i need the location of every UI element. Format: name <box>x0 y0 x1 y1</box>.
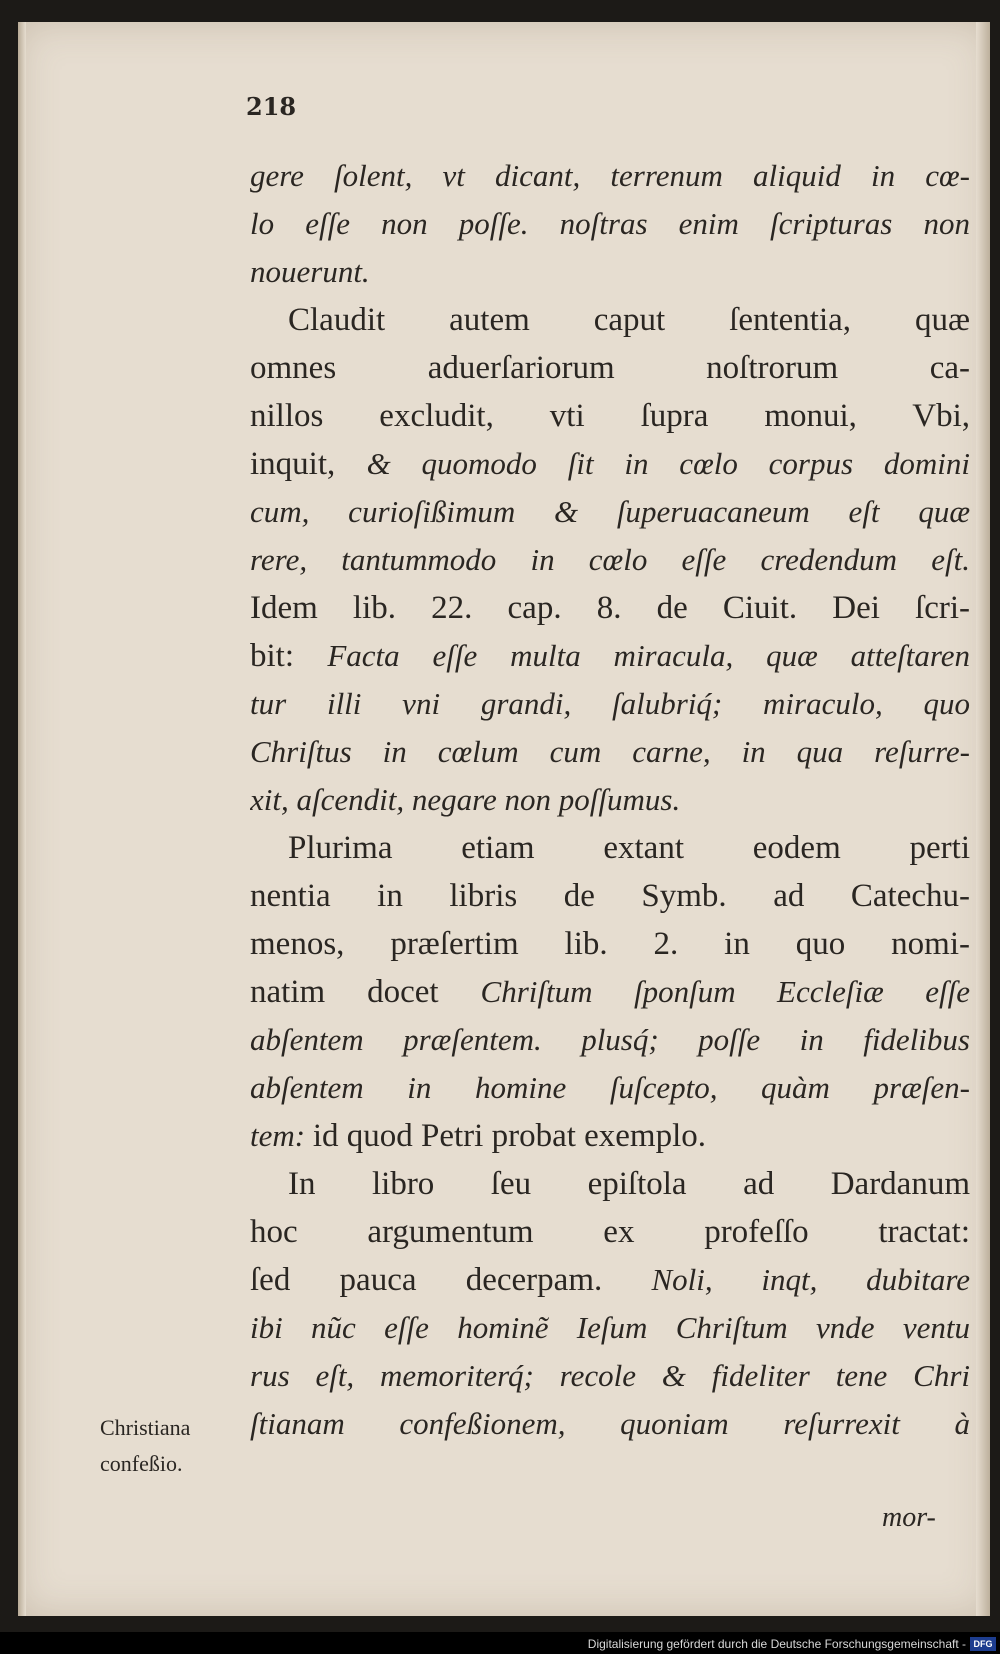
text-line: nouerunt. <box>250 254 370 289</box>
text-line <box>250 440 970 488</box>
footer-bar <box>0 1632 1000 1654</box>
page-edge-left <box>18 22 26 1616</box>
text-line <box>250 632 970 680</box>
text-line: omnes aduerſariorum noſtrorum ca- <box>250 350 970 386</box>
text-line: xit, aſcendit, negare non poſſumus. <box>250 782 681 817</box>
text-line: Plurima etiam extant eodem perti <box>288 830 970 866</box>
text-line-roman-part: bit: <box>250 638 328 674</box>
text-line: menos, præſertim lib. 2. in quo nomi- <box>250 926 970 962</box>
text-line: Chriſtus in cœlum cum carne, in qua reſurre- <box>250 734 970 769</box>
text-line: Claudit autem caput ſententia, quæ <box>288 302 970 338</box>
text-line-roman-part: natim docet <box>250 974 481 1010</box>
text-line <box>250 968 970 1016</box>
text-line-roman-part: ſed pauca decerpam. <box>250 1262 652 1298</box>
text-line: tur illi vni grandi, ſalubriq́; miraculo, quo <box>250 686 970 721</box>
text-line-italic-part: Chriſtum ſponſum Eccleſiæ eſſe <box>480 974 970 1009</box>
text-line: nillos excludit, vti ſupra monui, Vbi, <box>250 398 970 434</box>
text-line: hoc argumentum ex profeſſo tractat: <box>250 1214 970 1250</box>
text-line: abſentem præſentem. plusq́; poſſe in fidelibus <box>250 1022 970 1057</box>
text-line-roman-part: tem: <box>250 1118 313 1153</box>
body-text <box>250 152 970 1448</box>
text-line <box>250 1112 970 1160</box>
text-line: lo eſſe non poſſe. noſtras enim ſcripturas non <box>250 206 970 241</box>
page-number: 218 <box>246 92 297 121</box>
dfg-logo: DFG <box>970 1637 996 1651</box>
text-line-italic-part: & quomodo ſit in cœlo corpus domini <box>366 446 970 481</box>
text-line: abſentem in homine ſuſcepto, quàm præſen- <box>250 1070 970 1105</box>
catchword: mor- <box>882 1502 936 1533</box>
text-line-italic-part: Noli, inqt, dubitare <box>651 1262 970 1297</box>
text-line: Idem lib. 22. cap. 8. de Ciuit. Dei ſcri- <box>250 590 970 626</box>
text-line-italic-part: Facta eſſe multa miracula, quæ atteſtaren <box>327 638 970 673</box>
text-line: gere ſolent, vt dicant, terrenum aliquid in cœ- <box>250 158 970 193</box>
text-line: cum, curioſißimum & ſuperuacaneum eſt quæ <box>250 494 970 529</box>
text-line-italic-part: id quod Petri probat exemplo. <box>312 1118 707 1154</box>
text-line <box>250 1256 970 1304</box>
text-line: ſtianam confeßionem, quoniam reſurrexit à <box>250 1406 970 1441</box>
text-line: nentia in libris de Symb. ad Catechu- <box>250 878 970 914</box>
book-page <box>18 22 990 1616</box>
text-line: rere, tantummodo in cœlo eſſe credendum eſt. <box>250 542 970 577</box>
margin-note-line: confeßio. <box>100 1451 183 1476</box>
footer-credit: Digitalisierung gefördert durch die Deutsche Forschungsgemeinschaft - <box>587 1637 966 1651</box>
margin-note-line: Christiana <box>100 1415 191 1440</box>
text-line: ibi nũc eſſe hominẽ Ieſum Chriſtum vnde ventu <box>250 1310 970 1345</box>
margin-note <box>100 1410 190 1482</box>
page-edge-right <box>976 22 990 1616</box>
text-line: rus eſt, memoriterq́; recole & fideliter tene Chri <box>250 1358 970 1393</box>
text-line: In libro ſeu epiſtola ad Dardanum <box>288 1166 970 1202</box>
text-line-roman-part: inquit, <box>250 446 367 482</box>
